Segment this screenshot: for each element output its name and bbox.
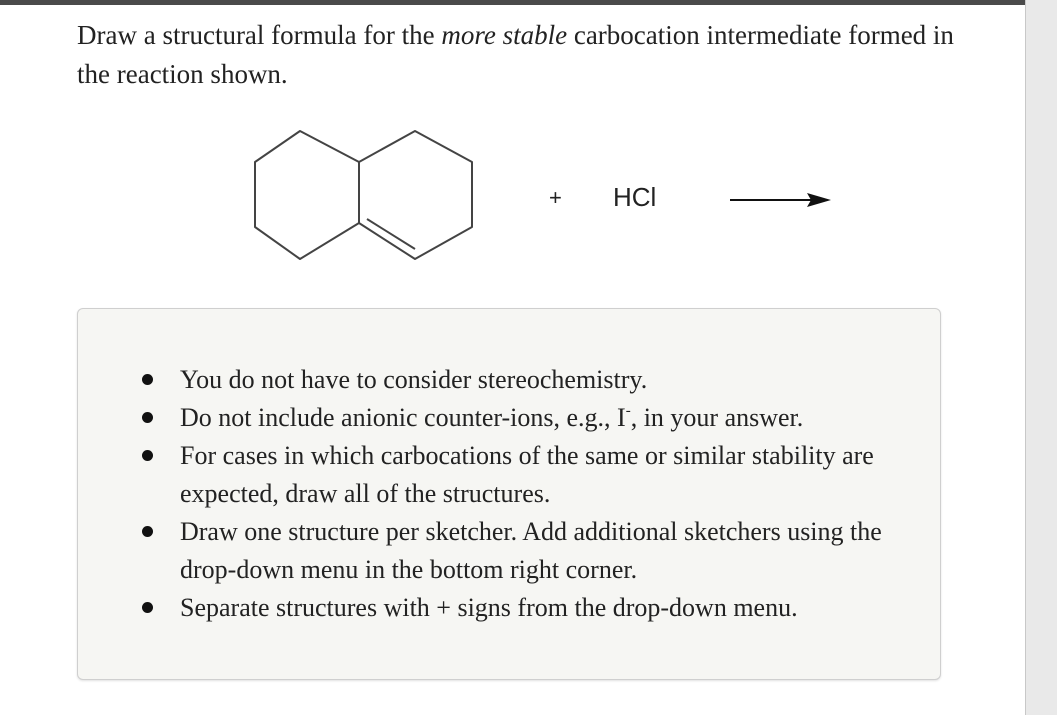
top-border [0, 0, 1025, 5]
instruction-text: , in your answer. [630, 403, 804, 432]
question-text-end: carbocation intermediate formed in the reaction shown. [77, 20, 954, 89]
superscript-charge: - [625, 403, 631, 419]
bullet-icon [142, 412, 153, 423]
instruction-text: Separate structures with + signs from the drop-down menu. [180, 593, 798, 622]
instruction-item [136, 399, 916, 437]
instruction-text: You do not have to consider stereochemistry. [180, 365, 648, 394]
reaction-drawing [240, 120, 840, 270]
scrollbar-track[interactable] [1025, 0, 1057, 715]
bullet-icon [142, 450, 153, 461]
instruction-item [136, 437, 916, 513]
instructions-box [77, 308, 941, 680]
question-text [77, 16, 977, 94]
instruction-item [136, 513, 916, 589]
right-ring [359, 131, 472, 259]
instruction-text: Do not include anionic counter-ions, e.g., I [180, 403, 626, 432]
left-ring [255, 131, 359, 259]
instruction-item [136, 589, 916, 627]
question-text-start: Draw a structural formula for the [77, 20, 442, 50]
bullet-icon [142, 374, 153, 385]
reagent-label: HCl [613, 182, 657, 212]
reaction-scheme [240, 120, 840, 270]
instructions-list [136, 361, 916, 627]
instruction-text: For cases in which carbocations of the same or similar stability are expected, draw all of the structures. [180, 441, 874, 508]
bullet-icon [142, 602, 153, 613]
instruction-text: Draw one structure per sketcher. Add additional sketchers using the drop-down menu in the bottom right corner. [180, 517, 882, 584]
question-emphasis: more stable [441, 20, 568, 50]
plus-sign: + [549, 185, 562, 210]
instruction-item [136, 361, 916, 399]
bullet-icon [142, 526, 153, 537]
